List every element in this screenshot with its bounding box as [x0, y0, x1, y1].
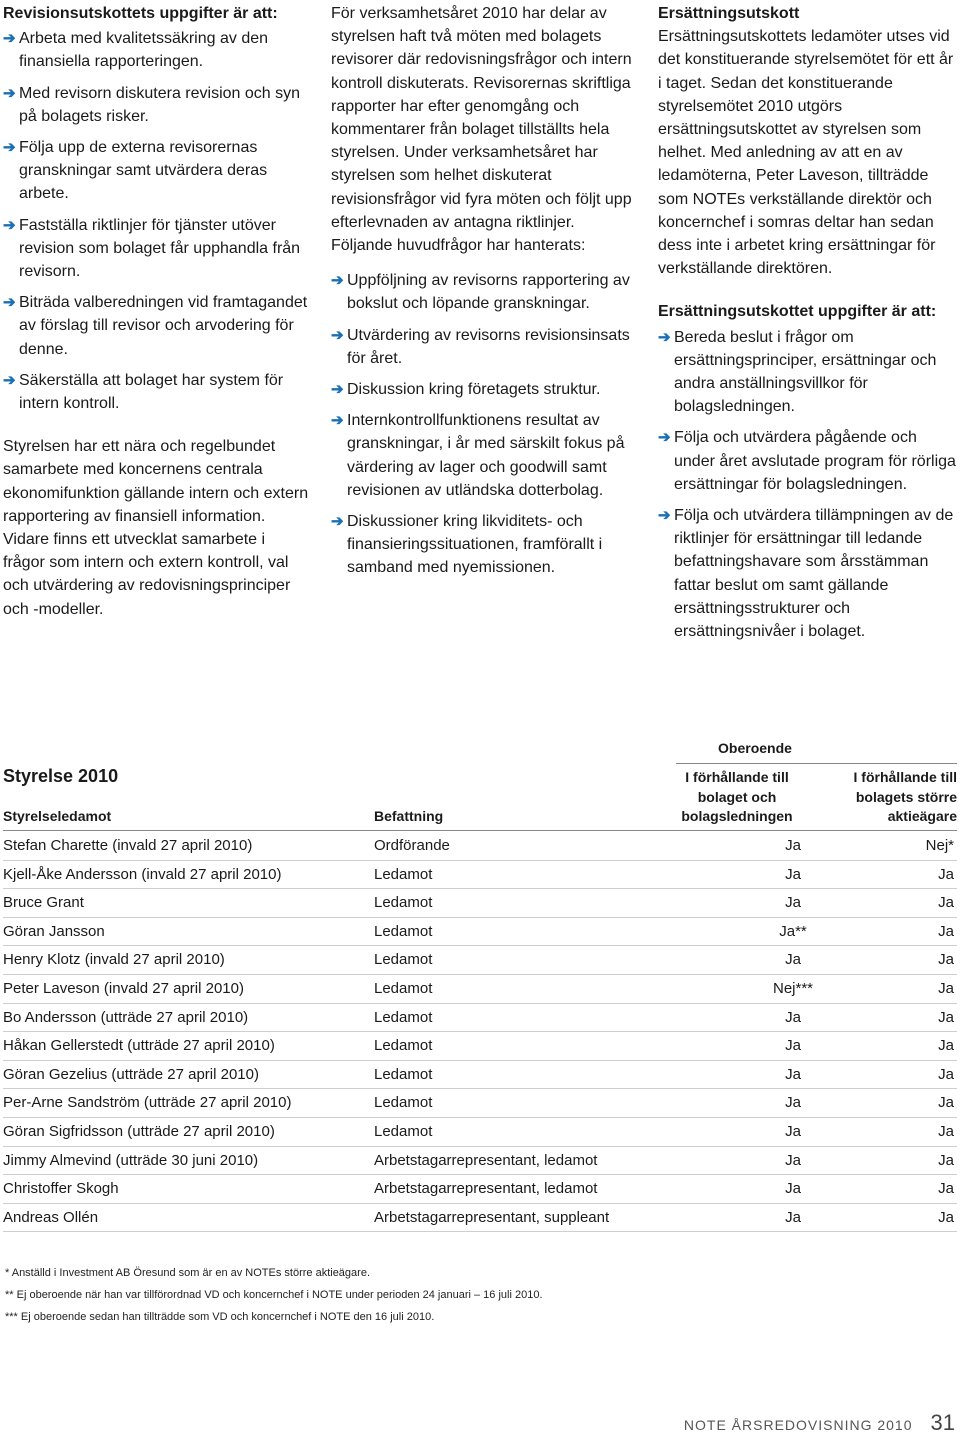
remuneration-column — [658, 2, 958, 651]
table-row: Göran Gezelius (utträde 27 april 2010) Ledamot Ja Ja — [3, 1061, 957, 1090]
list-item: ➔ Diskussion kring företagets struktur. — [331, 378, 633, 401]
list-item: ➔ Fastställa riktlinjer för tjänster utöver revision som bolaget får upphandla från revisorn. — [3, 214, 311, 284]
list-item: ➔ Internkontrollfunktionens resultat av granskningar, i år med särskilt fokus på värdering av lager och goodwill samt revisionen av utländska dotterbolag. — [331, 409, 633, 502]
arrow-icon: ➔ — [331, 412, 344, 430]
arrow-icon: ➔ — [331, 513, 344, 531]
audit-committee-tasks — [3, 27, 311, 415]
arrow-icon: ➔ — [331, 326, 344, 344]
list-item: ➔ Arbeta med kvalitetssäkring av den finansiella rapporteringen. — [3, 27, 311, 73]
board-table-header — [3, 738, 957, 832]
column-header-owners: I förhållande till bolagets större aktieägare — [853, 769, 957, 824]
table-row: Andreas Ollén Arbetstagarrepresentant, suppleant Ja Ja — [3, 1204, 957, 1233]
list-item: ➔ Följa och utvärdera tillämpningen av de riktlinjer för ersättningar till ledande befattningshavare som årsstämman fattar beslut om samt gällande ersättningsstrukturer och ersättningsnivåer i bolaget. — [658, 504, 958, 643]
table-row: Göran Sigfridsson (utträde 27 april 2010) Ledamot Ja Ja — [3, 1118, 957, 1147]
arrow-icon: ➔ — [658, 507, 671, 525]
page-footer — [684, 1410, 955, 1436]
list-item: ➔ Följa och utvärdera pågående och under året avslutade program för rörliga ersättningar för bolagsledningen. — [658, 426, 958, 496]
table-row: Christoffer Skogh Arbetstagarrepresentant, ledamot Ja Ja — [3, 1175, 957, 1204]
list-item: ➔ Säkerställa att bolaget har system för intern kontroll. — [3, 369, 311, 415]
column-header-role: Befattning — [374, 808, 444, 824]
list-item: ➔ Diskussioner kring likviditets- och finansieringssituationen, framförallt i samband med nyemissionen. — [331, 510, 633, 580]
list-item: ➔ Med revisorn diskutera revision och syn på bolagets risker. — [3, 82, 311, 128]
footnote: *** Ej oberoende sedan han tillträdde som VD och koncernchef i NOTE den 16 juli 2010. — [5, 1311, 435, 1323]
board-table — [3, 738, 957, 1232]
audit-meetings-paragraph: För verksamhetsåret 2010 har delar av styrelsen haft två möten med bolagets revisorer där redovisningsfrågor och intern kontroll diskuterats. Revisorernas skriftliga rapporter har efter genomgång och kommentarer från bolaget tillställts hela styrelsen. Under verksamhetsåret har styrelsen som helhet diskuterat revisionsfrågor vid fyra möten och följt upp efterlevnaden av antagna riktlinjer. Följande huvudfrågor har hanterats: — [331, 5, 632, 255]
table-row: Henry Klotz (invald 27 april 2010) Ledamot Ja Ja — [3, 946, 957, 975]
column-header-company: I förhållande till bolaget och bolagsledningen — [681, 769, 793, 824]
arrow-icon: ➔ — [658, 328, 671, 346]
list-item: ➔ Bereda beslut i frågor om ersättningsprinciper, ersättningar och andra anställningsvillkor för bolagsledningen. — [658, 326, 958, 419]
list-item: ➔ Uppföljning av revisorns rapportering av bokslut och löpande granskningar. — [331, 269, 633, 315]
table-row: Peter Laveson (invald 27 april 2010) Ledamot Nej*** Ja — [3, 975, 957, 1004]
remuneration-heading: Ersättningsutskott — [658, 5, 800, 22]
page-number: 31 — [930, 1410, 955, 1435]
remuneration-tasks-heading: Ersättningsutskottet uppgifter är att: — [658, 303, 937, 321]
board-rows — [3, 832, 957, 1232]
arrow-icon: ➔ — [3, 139, 16, 157]
main-issues-list — [331, 269, 633, 579]
list-item: ➔ Biträda valberedningen vid framtagandet av förslag till revisor och arvodering för denne. — [3, 291, 311, 361]
arrow-icon: ➔ — [331, 381, 344, 399]
arrow-icon: ➔ — [331, 272, 344, 290]
table-row: Per-Arne Sandström (utträde 27 april 2010) Ledamot Ja Ja — [3, 1089, 957, 1118]
table-row: Håkan Gellerstedt (utträde 27 april 2010) Ledamot Ja Ja — [3, 1032, 957, 1061]
arrow-icon: ➔ — [3, 216, 16, 234]
table-row: Kjell-Åke Andersson (invald 27 april 2010) Ledamot Ja Ja — [3, 861, 957, 890]
independent-header: Oberoende — [718, 740, 792, 756]
footnote: ** Ej oberoende när han var tillförordnad VD och koncernchef i NOTE under perioden 24 januari – 16 juli 2010. — [5, 1289, 543, 1301]
table-row: Bo Andersson (utträde 27 april 2010) Ledamot Ja Ja — [3, 1004, 957, 1033]
footnotes — [5, 1262, 543, 1328]
divider — [676, 763, 957, 764]
arrow-icon: ➔ — [3, 84, 16, 102]
audit-committee-heading: Revisionsutskottets uppgifter är att: — [3, 5, 278, 22]
remuneration-tasks — [658, 326, 958, 644]
arrow-icon: ➔ — [3, 371, 16, 389]
footnote: * Anställd i Investment AB Öresund som är en av NOTEs större aktieägare. — [5, 1267, 370, 1279]
divider — [3, 830, 957, 831]
arrow-icon: ➔ — [3, 30, 16, 48]
table-row: Stefan Charette (invald 27 april 2010) Ordförande Ja Nej* — [3, 832, 957, 861]
table-row: Jimmy Almevind (utträde 30 juni 2010) Arbetstagarrepresentant, ledamot Ja Ja — [3, 1147, 957, 1176]
table-row: Bruce Grant Ledamot Ja Ja — [3, 889, 957, 918]
board-title: Styrelse 2010 — [3, 766, 119, 786]
board-cooperation-paragraph: Styrelsen har ett nära och regelbundet samarbete med koncernens centrala ekonomifunktion gällande intern och extern rapportering av finansiell information. Vidare finns ett utvecklat samarbete i frågor som intern och extern kontroll, val och utvärdering av redovisningsprinciper och -modeller. — [3, 438, 309, 618]
list-item: ➔ Följa upp de externa revisorernas granskningar samt utvärdera deras arbete. — [3, 136, 311, 206]
audit-meetings-column — [331, 2, 633, 588]
table-row: Göran Jansson Ledamot Ja** Ja — [3, 918, 957, 947]
column-header-name: Styrelseledamot — [3, 808, 112, 824]
arrow-icon: ➔ — [658, 429, 671, 447]
list-item: ➔ Utvärdering av revisorns revisionsinsats för året. — [331, 324, 633, 370]
arrow-icon: ➔ — [3, 294, 16, 312]
remuneration-paragraph: Ersättningsutskottets ledamöter utses vid det konstituerande styrelsemötet för ett år i taget. Sedan det konstituerande styrelsemötet 2010 utgörs ersättningsutskottet av styrelsen som helhet. Med anledning av att en av ledamöterna, Peter Laveson, tillträdde som NOTEs verkställande direktör och koncernchef i somras deltar han sedan dess inte i arbetet kring ersättningar för verkställande direktören. — [658, 28, 954, 278]
publication-title: NOTE ÅRSREDOVISNING 2010 — [683, 1417, 913, 1433]
audit-committee-column — [3, 2, 311, 621]
